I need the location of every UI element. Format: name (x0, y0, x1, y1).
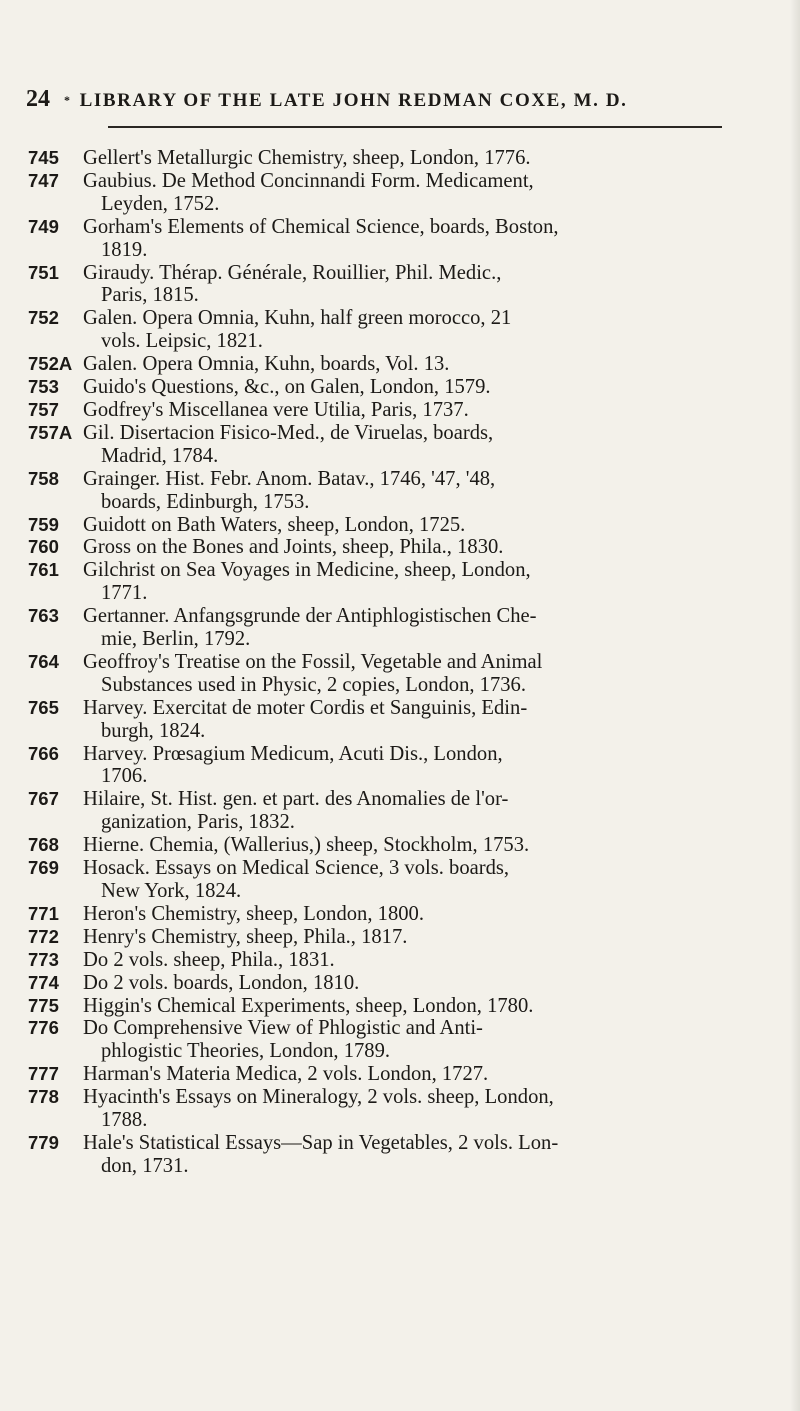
entry-line: Harvey. Prœsagium Medicum, Acuti Dis., London, (83, 742, 503, 765)
running-header (26, 86, 628, 113)
entry-continuation-line: vols. Leipsic, 1821. (101, 330, 263, 353)
entry-line: Gertanner. Anfangsgrunde der Antiphlogistischen Che- (83, 605, 537, 628)
catalog-entry (28, 605, 748, 651)
entry-number: 767 (28, 788, 59, 810)
entry-number: 768 (28, 834, 59, 856)
catalog-entry (28, 1086, 748, 1132)
entry-text (76, 559, 748, 605)
entry-continuation-line: phlogistic Theories, London, 1789. (101, 1040, 391, 1063)
entry-continuation-line: Leyden, 1752. (101, 192, 220, 215)
entry-line: Guidott on Bath Waters, sheep, London, 1725. (83, 513, 466, 536)
entry-line: Hale's Statistical Essays—Sap in Vegetables, 2 vols. Lon- (83, 1131, 559, 1154)
entry-text (76, 1017, 748, 1063)
entry-continuation-line: 1706. (101, 765, 148, 788)
entry-continuation-line: ganization, Paris, 1832. (101, 811, 295, 834)
entry-line: Geoffroy's Treatise on the Fossil, Vegetable and Animal (83, 650, 543, 673)
catalog-entry (28, 1132, 748, 1178)
entry-line: Grainger. Hist. Febr. Anom. Batav., 1746, '47, '48, (83, 467, 496, 490)
entry-continuation-line: 1771. (101, 582, 148, 605)
entry-text (76, 514, 748, 537)
entry-text (76, 743, 748, 789)
entry-continuation-line: burgh, 1824. (101, 719, 206, 742)
entry-number: 759 (28, 513, 59, 535)
entry-number: 758 (28, 467, 59, 489)
entry-number: 778 (28, 1086, 59, 1108)
entry-text (76, 147, 748, 170)
entry-number: 769 (28, 857, 59, 879)
entry-number: 772 (28, 925, 59, 947)
catalog-entry (28, 788, 748, 834)
entry-continuation-line: 1788. (101, 1109, 148, 1132)
catalog-entry (28, 422, 748, 468)
entry-text (76, 536, 748, 559)
entry-line: Harman's Materia Medica, 2 vols. London, 1727. (83, 1063, 489, 1086)
entry-number: 749 (28, 215, 59, 237)
entry-number: 752 (28, 307, 59, 329)
catalog-entry (28, 903, 748, 926)
entry-line: Gellert's Metallurgic Chemistry, sheep, London, 1776. (83, 147, 531, 169)
catalog-entry (28, 399, 748, 422)
entry-text (76, 307, 748, 353)
catalog-entry (28, 514, 748, 537)
entry-line: Hyacinth's Essays on Mineralogy, 2 vols. sheep, London, (83, 1086, 554, 1109)
entry-line: Hosack. Essays on Medical Science, 3 vols. boards, (83, 857, 510, 880)
catalog-entry (28, 995, 748, 1018)
catalog-entry (28, 559, 748, 605)
entry-line: Hilaire, St. Hist. gen. et part. des Anomalies de l'or- (83, 788, 509, 811)
entry-line: Gorham's Elements of Chemical Science, boards, Boston, (83, 215, 559, 238)
entry-line: Do 2 vols. sheep, Phila., 1831. (83, 948, 335, 971)
header-rule (108, 126, 722, 128)
entry-number: 765 (28, 696, 59, 718)
catalog-entry (28, 262, 748, 308)
entry-text (76, 353, 748, 376)
catalog-entry (28, 147, 748, 170)
entry-number: 774 (28, 971, 59, 993)
entry-continuation-line: Substances used in Physic, 2 copies, London, 1736. (101, 673, 526, 696)
catalog-entry (28, 697, 748, 743)
entry-line: Galen. Opera Omnia, Kuhn, boards, Vol. 13. (83, 353, 450, 376)
catalog-entries (28, 147, 748, 1178)
entry-line: Godfrey's Miscellanea vere Utilia, Paris, 1737. (83, 398, 469, 421)
entry-continuation-line: 1819. (101, 238, 148, 261)
entry-text (76, 903, 748, 926)
entry-line: Giraudy. Thérap. Générale, Rouillier, Phil. Medic., (83, 261, 502, 284)
header-title: LIBRARY OF THE LATE JOHN REDMAN COXE, M. D. (79, 90, 628, 111)
entry-number: 773 (28, 948, 59, 970)
entry-line: Guido's Questions, &c., on Galen, London, 1579. (83, 376, 491, 399)
entry-number: 747 (28, 169, 59, 191)
entry-text (76, 376, 748, 399)
entry-continuation-line: Paris, 1815. (101, 284, 199, 307)
entry-number: 763 (28, 605, 59, 627)
entry-number: 751 (28, 261, 59, 283)
catalog-entry (28, 307, 748, 353)
entry-text (76, 1132, 748, 1178)
entry-line: Galen. Opera Omnia, Kuhn, half green morocco, 21 (83, 307, 512, 330)
entry-number: 775 (28, 994, 59, 1016)
entry-text (76, 857, 748, 903)
entry-line: Hierne. Chemia, (Wallerius,) sheep, Stockholm, 1753. (83, 834, 530, 857)
catalog-entry (28, 468, 748, 514)
catalog-entry (28, 170, 748, 216)
entry-continuation-line: boards, Edinburgh, 1753. (101, 490, 310, 513)
entry-text (76, 972, 748, 995)
catalog-entry (28, 743, 748, 789)
entry-line: Do Comprehensive View of Phlogistic and Anti- (83, 1017, 483, 1040)
catalog-entry (28, 1017, 748, 1063)
entry-text (76, 949, 748, 972)
catalog-entry (28, 376, 748, 399)
entry-line: Henry's Chemistry, sheep, Phila., 1817. (83, 925, 408, 948)
entry-text (76, 926, 748, 949)
entry-text (76, 399, 748, 422)
entry-number: 757A (28, 421, 73, 443)
entry-text (76, 834, 748, 857)
entry-number: 764 (28, 650, 59, 672)
catalog-entry (28, 536, 748, 559)
entry-line: Gil. Disertacion Fisico-Med., de Viruelas, boards, (83, 421, 494, 444)
entry-line: Do 2 vols. boards, London, 1810. (83, 971, 360, 994)
entry-number: 761 (28, 559, 59, 581)
entry-line: Harvey. Exercitat de moter Cordis et Sanguinis, Edin- (83, 696, 528, 719)
entry-number: 757 (28, 398, 59, 420)
entry-text (76, 651, 748, 697)
entry-number: 776 (28, 1017, 59, 1039)
entry-number: 752A (28, 353, 73, 375)
entry-number: 745 (28, 147, 59, 168)
catalog-entry (28, 353, 748, 376)
page-edge (790, 0, 800, 1411)
entry-line: Gross on the Bones and Joints, sheep, Phila., 1830. (83, 536, 504, 559)
entry-text (76, 262, 748, 308)
entry-line: Gilchrist on Sea Voyages in Medicine, sheep, London, (83, 559, 531, 582)
entry-number: 777 (28, 1063, 59, 1085)
catalog-entry (28, 926, 748, 949)
header-mark: * (64, 93, 72, 107)
entry-text (76, 1063, 748, 1086)
entry-text (76, 697, 748, 743)
entry-continuation-line: mie, Berlin, 1792. (101, 628, 251, 651)
entry-line: Heron's Chemistry, sheep, London, 1800. (83, 902, 424, 925)
entry-number: 766 (28, 742, 59, 764)
entry-text (76, 1086, 748, 1132)
entry-number: 771 (28, 902, 59, 924)
catalog-entry (28, 949, 748, 972)
entry-text (76, 468, 748, 514)
entry-text (76, 995, 748, 1018)
entry-text (76, 422, 748, 468)
entry-number: 753 (28, 376, 59, 398)
entry-line: Higgin's Chemical Experiments, sheep, London, 1780. (83, 994, 534, 1017)
entry-number: 779 (28, 1131, 59, 1153)
entry-text (76, 170, 748, 216)
entry-continuation-line: don, 1731. (101, 1154, 189, 1177)
catalog-entry (28, 651, 748, 697)
catalog-entry (28, 216, 748, 262)
catalog-entry (28, 857, 748, 903)
entry-text (76, 788, 748, 834)
catalog-entry (28, 972, 748, 995)
entry-text (76, 605, 748, 651)
entry-number: 760 (28, 536, 59, 558)
entry-line: Gaubius. De Method Concinnandi Form. Medicament, (83, 169, 534, 192)
entry-continuation-line: New York, 1824. (101, 880, 242, 902)
catalog-entry (28, 1063, 748, 1086)
catalog-entry (28, 834, 748, 857)
entry-continuation-line: Madrid, 1784. (101, 444, 219, 467)
page-number: 24 (26, 86, 50, 112)
entry-text (76, 216, 748, 262)
